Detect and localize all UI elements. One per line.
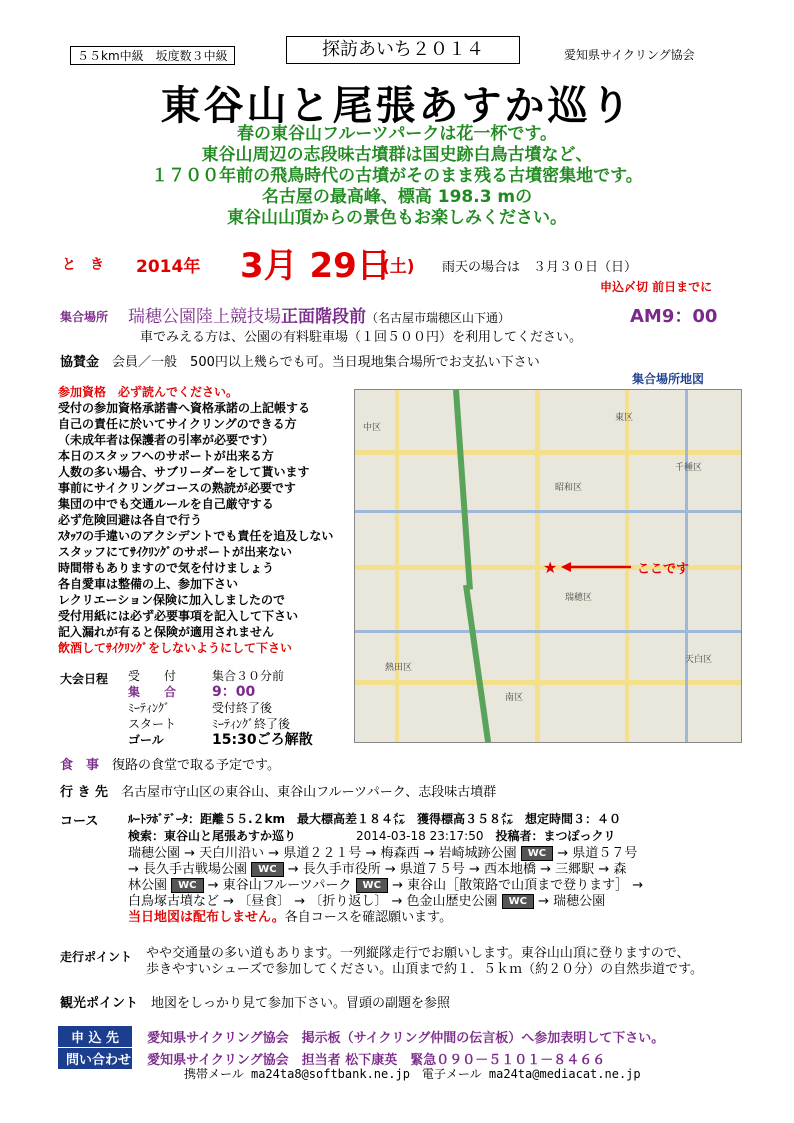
- schedule-value: ﾐｰﾃｨﾝｸﾞ終了後: [212, 717, 291, 731]
- qualification-item: 記入漏れが有ると保険が適用されません: [58, 625, 275, 639]
- map-road: [395, 390, 399, 742]
- map-road: [355, 510, 741, 513]
- intro-line: 東谷山山頂からの景色もお楽しみください。: [227, 208, 567, 228]
- date-weekday: (土): [382, 257, 415, 277]
- route-text: → 長久手古戦場公園: [128, 862, 248, 877]
- arrow-head: [561, 562, 571, 572]
- map-title: 集合場所地図: [632, 372, 705, 386]
- intro: [0, 124, 794, 229]
- intro-line: １７００年前の飛鳥時代の古墳がそのまま残る古墳密集地です。: [151, 166, 643, 186]
- date-day: 3月 29日: [240, 246, 391, 286]
- map-label: 千種区: [675, 463, 703, 473]
- course-route: [128, 846, 643, 926]
- qualification-warning: 飲酒してｻｲｸﾘﾝｸﾞをしないようにして下さい: [58, 641, 293, 655]
- meeting-address: （名古屋市瑞穂区山下通）: [366, 311, 511, 325]
- page-title: 東谷山と尾張あすか巡り: [160, 83, 634, 129]
- date-year: 2014年: [136, 257, 201, 277]
- rain-date: 雨天の場合は ３月３０日（日）: [442, 260, 638, 275]
- map-label: 東区: [615, 413, 634, 423]
- qualification-item: 時間帯もありますので気を付けましょう: [58, 561, 275, 575]
- qualification-label: 参加資格: [58, 385, 107, 399]
- schedule-value: 15:30ごろ解散: [212, 732, 313, 748]
- qualification-item: 事前にサイクリングコースの熟読が必要です: [58, 481, 296, 495]
- schedule-key: スタート: [128, 717, 177, 731]
- schedule-label: 大会日程: [60, 672, 109, 686]
- qualification-item: 自己の責任に於いてサイクリングのできる方: [58, 417, 297, 431]
- route-text: → 県道５７号: [557, 846, 638, 861]
- no-map-notice: 当日地図は配布しません。: [128, 910, 285, 925]
- qualification-item: スタッフにてｻｲｸﾘﾝｸﾞのサポートが出来ない: [58, 545, 293, 559]
- grade-text: ５５km中級 坂度数３中級: [77, 49, 228, 63]
- date-label: と き: [62, 257, 104, 273]
- qualification-item: 各自愛車は整備の上、参加下さい: [58, 577, 239, 591]
- apply-label: 申 込 先: [58, 1026, 132, 1047]
- no-map-notice-2: 各自コースを確認願います。: [284, 910, 453, 925]
- contact-text: 愛知県サイクリング協会 担当者 松下康英 緊急０９０－５１０１－８４６６: [147, 1053, 606, 1068]
- contact-mail: 携帯メール ma24ta8@softbank.ne.jp 電子メール ma24ta@mediacat.ne.jp: [184, 1067, 641, 1081]
- apply-line: [58, 1026, 664, 1047]
- map-label: 熱田区: [385, 663, 413, 673]
- course-data: ﾙｰﾄﾗﾎﾞﾃﾞｰﾀ：距離５５.２km 最大標高差１８４㍍ 獲得標高３５８㍍ 想定時間３：４０: [128, 812, 622, 826]
- map-railway: [453, 390, 473, 590]
- fee-line: [60, 355, 540, 371]
- route-text: 林公園: [128, 878, 168, 893]
- schedule-key: ﾐｰﾃｨﾝｸﾞ: [128, 701, 171, 715]
- route-text: → 東谷山フルーツパーク: [207, 878, 352, 893]
- qualification-item: 必ず危険回避は各自で行う: [58, 513, 203, 527]
- schedule-value: 集合３０分前: [212, 669, 285, 683]
- sight-line: [60, 996, 450, 1012]
- qualification-item: 本日のスタッフへのサポートが出来る方: [58, 449, 274, 463]
- intro-line: 名古屋の最高峰、標高 198.3 mの: [261, 187, 533, 207]
- wc-badge: WC: [521, 846, 553, 861]
- route-text: 白鳥塚古墳など → 〔昼食〕 → 〔折り返し〕 → 色金山歴史公園: [128, 894, 498, 909]
- qualification-item: ｽﾀｯﾌの手違いのアクシデントでも責任を追及しない: [58, 529, 334, 543]
- sight-text: 地図をしっかり見て参加下さい。冒頭の副題を参照: [151, 996, 451, 1011]
- wc-badge: WC: [171, 878, 203, 893]
- schedule-value: 9：00: [212, 684, 256, 700]
- schedule-key: 受 付: [128, 669, 177, 683]
- schedule-table: [128, 668, 313, 748]
- star-marker-icon: ★: [543, 558, 558, 577]
- point-line: やや交通量の多い道もあります。一列縦隊走行でお願いします。東谷山山頂に登りますので、: [146, 946, 690, 961]
- map-railway: [463, 585, 491, 743]
- point-text: [146, 946, 703, 978]
- grade-box: [70, 46, 235, 65]
- fee-text: 会員／一般: [112, 355, 191, 370]
- map-label: 中区: [363, 423, 382, 433]
- qualification-block: [58, 384, 333, 656]
- meal-text: 復路の食堂で取る予定です。: [112, 758, 280, 773]
- contact-label: 問い合わせ: [58, 1048, 132, 1069]
- map-label: 瑞穂区: [565, 593, 593, 603]
- route-text: → 東谷山［散策路で山頂まで登ります］ →: [392, 878, 644, 893]
- qualification-item: 受付の参加資格承諾書へ資格承諾の上記帳する: [58, 401, 311, 415]
- deadline: 申込〆切 前日までに: [600, 280, 713, 294]
- qualification-item: 集団の中でも交通ルールを自己厳守する: [58, 497, 274, 511]
- map-road: [535, 390, 540, 742]
- point-line: 歩きやすいシューズで参加してください。山頂まで約１．５ｋｍ（約２０分）の自然歩道です。: [146, 962, 704, 977]
- apply-text: 愛知県サイクリング協会 掲示板（サイクリング仲間の伝言板）へ参加表明して下さい。: [147, 1031, 665, 1046]
- meeting-label: 集合場所: [60, 310, 109, 324]
- course-search-line: [128, 828, 616, 844]
- arrow-icon: [561, 560, 631, 574]
- map-here: ここです: [637, 562, 690, 577]
- meeting-time: AM9：00: [630, 306, 718, 327]
- map-road: [355, 680, 741, 685]
- schedule-key: 集 合: [128, 685, 177, 699]
- meeting-map[interactable]: [354, 389, 742, 743]
- series-box: [286, 36, 520, 64]
- fee-amount: 500円以上幾らでも可。当日現地集合場所でお支払い下さい: [190, 355, 540, 370]
- course-search: 検索：東谷山と尾張あすか巡り: [128, 829, 297, 843]
- meal-line: [60, 758, 280, 774]
- qualification-item: レクリエーション保険に加入しましたので: [58, 593, 286, 607]
- map-label: 天白区: [685, 655, 713, 665]
- schedule-key: ゴール: [128, 733, 164, 747]
- intro-line: 春の東谷山フルーツパークは花一杯です。: [237, 124, 557, 144]
- meeting-place-bold: 正面階段前: [281, 307, 366, 327]
- sight-label: 観光ポイント: [60, 996, 139, 1011]
- meeting-place-name: 瑞穂公園陸上競技場: [128, 307, 281, 327]
- parking-note: 車でみえる方は、公園の有料駐車場（１回５００円）を利用してください。: [140, 330, 583, 345]
- qualification-item: 受付用紙には必ず必要事項を記入して下さい: [58, 609, 299, 623]
- dest-label: 行 き 先: [60, 785, 109, 800]
- org-name: 愛知県サイクリング協会: [564, 48, 695, 62]
- course-label: コース: [60, 814, 99, 829]
- map-label: 南区: [505, 693, 524, 703]
- meeting-place: [128, 302, 510, 327]
- meal-label: 食 事: [60, 758, 100, 773]
- series-title: 探訪あいち２０１４: [322, 39, 484, 60]
- route-text: 瑞穂公園 → 天白川沿い → 県道２２１号 → 梅森西 → 岩崎城跡公園: [128, 846, 517, 861]
- map-road: [355, 630, 741, 633]
- wc-badge: WC: [356, 878, 388, 893]
- intro-line: 東谷山周辺の志段味古墳群は国史跡白鳥古墳など、: [201, 145, 593, 165]
- wc-badge: WC: [502, 894, 534, 909]
- dest-line: [60, 785, 496, 801]
- fee-label: 協賛金: [60, 355, 100, 370]
- qualification-item: 人数の多い場合、サブリーダーをして貰います: [58, 465, 310, 479]
- wc-badge: WC: [251, 862, 283, 877]
- course-datetime: 2014-03-18 23:17:50: [356, 829, 484, 843]
- course-poster: 投稿者：まつぽっクリ: [495, 829, 616, 843]
- map-label: 昭和区: [555, 483, 583, 493]
- qualification-item: （未成年者は保護者の引率が必要です）: [58, 433, 275, 447]
- schedule-value: 受付終了後: [212, 701, 273, 715]
- dest-text: 名古屋市守山区の東谷山、東谷山フルーツパーク、志段味古墳群: [121, 785, 497, 800]
- point-label: 走行ポイント: [60, 950, 133, 964]
- qualification-must: 必ず読んでください。: [118, 385, 239, 399]
- route-text: → 瑞穂公園: [538, 894, 606, 909]
- route-text: → 長久手市役所 → 県道７５号 → 西本地橋 → 三郷駅 → 森: [287, 862, 627, 877]
- map-road: [355, 450, 741, 455]
